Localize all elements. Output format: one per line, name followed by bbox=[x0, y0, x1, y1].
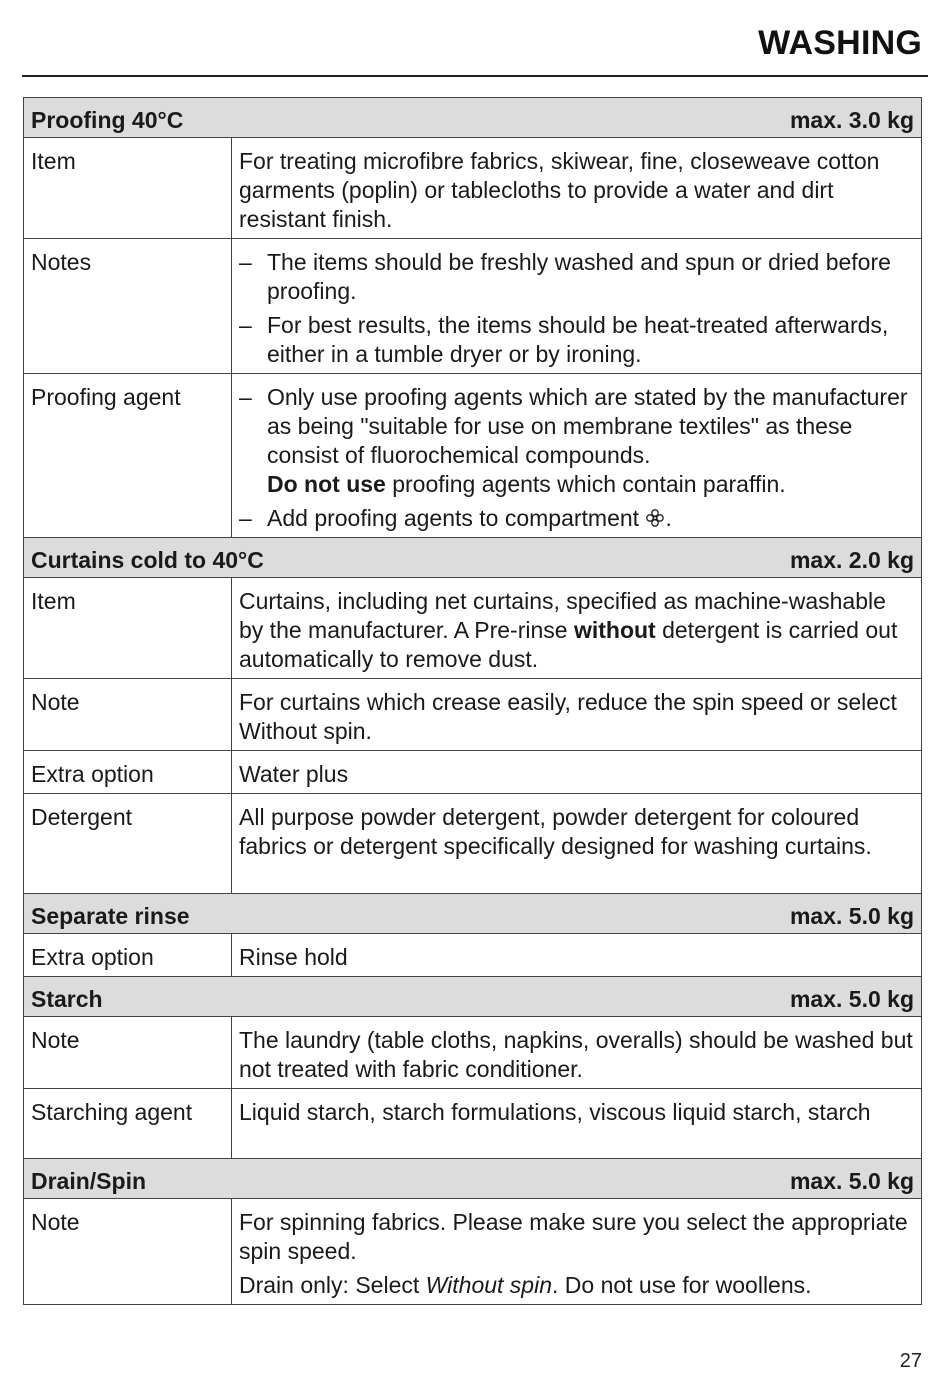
row-label: Detergent bbox=[24, 794, 232, 894]
programme-load: max. 2.0 kg bbox=[789, 547, 914, 573]
row-value: For spinning fabrics. Please make sure you select the appropriate spin speed. Drain only: Select Without spin. Do not use for woollens. bbox=[232, 1199, 922, 1305]
row-value: All purpose powder detergent, powder detergent for coloured fabrics or detergent specifically designed for washing curtains. bbox=[232, 794, 922, 894]
flower-icon bbox=[645, 508, 665, 528]
table-row bbox=[24, 1089, 922, 1159]
row-value: Liquid starch, starch formulations, viscous liquid starch, starch bbox=[232, 1089, 922, 1159]
list-item: – For best results, the items should be heat-treated afterwards, either in a tumble dryer or by ironing. bbox=[239, 312, 889, 367]
programme-header-drain-spin bbox=[24, 1159, 922, 1199]
programme-header-starch bbox=[24, 977, 922, 1017]
row-value: The laundry (table cloths, napkins, overalls) should be washed but not treated with fabric conditioner. bbox=[232, 1017, 922, 1089]
table-row bbox=[24, 1199, 922, 1305]
programme-load: max. 5.0 kg bbox=[789, 986, 914, 1012]
row-label: Starching agent bbox=[24, 1089, 232, 1159]
table-row bbox=[24, 578, 922, 679]
row-value: For curtains which crease easily, reduce the spin speed or select Without spin. bbox=[232, 679, 922, 751]
row-label: Note bbox=[24, 1199, 232, 1305]
table-row bbox=[24, 794, 922, 894]
row-label: Extra option bbox=[24, 934, 232, 977]
page-title: WASHING bbox=[758, 24, 922, 62]
programme-load: max. 5.0 kg bbox=[789, 1168, 914, 1194]
row-value: Curtains, including net curtains, specified as machine-washable by the manufacturer. A Pre-rinse without detergent is carried out automatically to remove dust. bbox=[232, 578, 922, 679]
programme-table bbox=[23, 97, 922, 1305]
row-label: Item bbox=[24, 578, 232, 679]
page-number: 27 bbox=[899, 1350, 922, 1372]
row-value bbox=[232, 239, 922, 374]
list-item: – Add proofing agents to compartment . bbox=[239, 505, 672, 531]
programme-name: Proofing 40°C bbox=[31, 107, 184, 133]
table-row bbox=[24, 679, 922, 751]
table-row bbox=[24, 138, 922, 239]
row-label: Notes bbox=[24, 239, 232, 374]
row-label: Extra option bbox=[24, 751, 232, 794]
table-row bbox=[24, 1017, 922, 1089]
programme-load: max. 3.0 kg bbox=[789, 107, 914, 133]
programme-name: Curtains cold to 40°C bbox=[31, 547, 264, 573]
programme-header-proofing bbox=[24, 98, 922, 138]
programme-load: max. 5.0 kg bbox=[789, 903, 914, 929]
row-value: Rinse hold bbox=[232, 934, 922, 977]
row-label: Item bbox=[24, 138, 232, 239]
row-value bbox=[232, 374, 922, 538]
list-item: – The items should be freshly washed and spun or dried before proofing. bbox=[239, 249, 891, 304]
table-row bbox=[24, 239, 922, 374]
table-row bbox=[24, 934, 922, 977]
table-row bbox=[24, 374, 922, 538]
row-label: Proofing agent bbox=[24, 374, 232, 538]
row-label: Note bbox=[24, 679, 232, 751]
programme-name: Separate rinse bbox=[31, 903, 190, 929]
programme-header-separate-rinse bbox=[24, 894, 922, 934]
row-label: Note bbox=[24, 1017, 232, 1089]
header-divider bbox=[22, 75, 928, 77]
table-row bbox=[24, 751, 922, 794]
row-value: Water plus bbox=[232, 751, 922, 794]
row-value: For treating microfibre fabrics, skiwear, fine, closeweave cotton garments (poplin) or tablecloths to provide a water and dirt resistant finish. bbox=[232, 138, 922, 239]
list-item: – Only use proofing agents which are stated by the manufacturer as being "suitable for use on membrane textiles" as these consist of fluorochemical compounds. Do not use proofing agents which contain paraffin. bbox=[239, 384, 908, 497]
programme-header-curtains bbox=[24, 538, 922, 578]
programme-name: Starch bbox=[31, 986, 103, 1012]
programme-name: Drain/Spin bbox=[31, 1168, 147, 1194]
